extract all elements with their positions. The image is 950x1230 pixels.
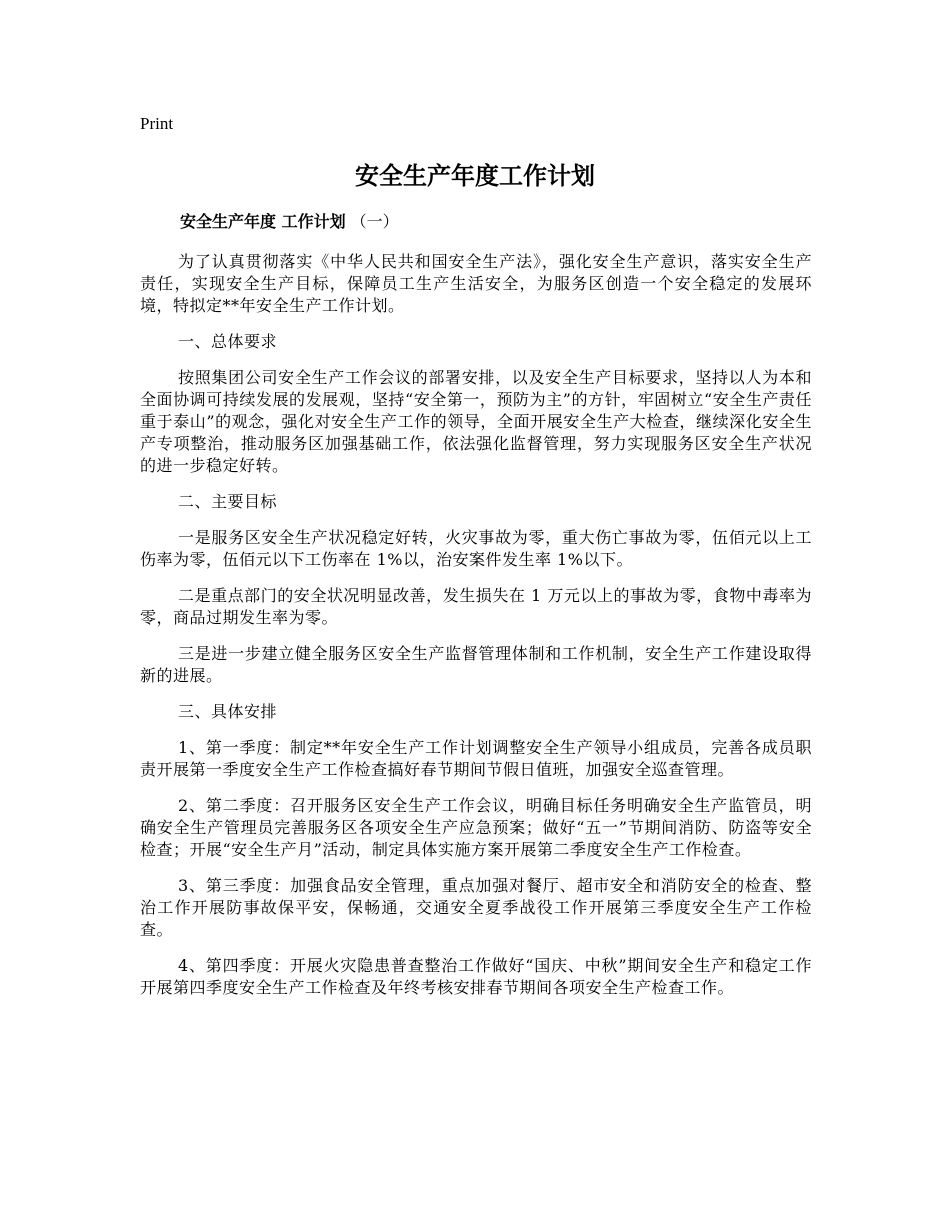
- arrangement-q4: 4、第四季度：开展火灾隐患普查整治工作做好“国庆、中秋”期间安全生产和稳定工作开展第四季度安全生产工作检查及年终考核安排春节期间各项安全生产检查工作。: [140, 956, 812, 997]
- goal-paragraph-1: 一是服务区安全生产状况稳定好转，火灾事故为零，重大伤亡事故为零，伍佰元以上工伤率为零，伍佰元以下工伤率在 1%以，治安案件发生率 1%以下。: [140, 528, 812, 569]
- subtitle-suffix: （一）: [345, 212, 399, 231]
- subtitle-main: 安全生产年度 工作计划: [180, 212, 346, 231]
- goal-paragraph-2: 二是重点部门的安全状况明显改善，发生损失在 1 万元以上的事故为零，食物中毒率为零，商品过期发生率为零。: [140, 586, 812, 627]
- goal-paragraph-3: 三是进一步建立健全服务区安全生产监督管理体制和工作机制，安全生产工作建设取得新的进展。: [140, 644, 812, 685]
- arrangement-q1: 1、第一季度：制定**年安全生产工作计划调整安全生产领导小组成员，完善各成员职责开展第一季度安全生产工作检查搞好春节期间节假日值班，加强安全巡查管理。: [140, 738, 812, 779]
- section-heading-arrangements: 三、具体安排: [178, 702, 278, 721]
- intro-paragraph: 为了认真贯彻落实《中华人民共和国安全生产法》，强化安全生产意识，落实安全生产责任，实现安全生产目标，保障员工生产生活安全，为服务区创造一个安全稳定的发展环境，特拟定**年安全生产工作计划。: [140, 252, 812, 315]
- general-requirements-paragraph: 按照集团公司安全生产工作会议的部署安排，以及安全生产目标要求，坚持以人为本和全面协调可持续发展的发展观，坚持“安全第一，预防为主”的方针，牢固树立“安全生产责任重于泰山”的观念，强化对安全生产工作的领导，全面开展安全生产大检查，继续深化安全生产专项整治，推动服务区加强基础工作，依法强化监督管理，努力实现服务区安全生产状况的进一步稳定好转。: [140, 368, 812, 475]
- subtitle: [140, 210, 812, 234]
- section-heading-main-goals: 二、主要目标: [178, 492, 278, 511]
- arrangement-q2: 2、第二季度：召开服务区安全生产工作会议，明确目标任务明确安全生产监管员，明确安全生产管理员完善服务区各项安全生产应急预案；做好“五一”节期间消防、防盗等安全检查；开展“安全生产月”活动，制定具体实施方案开展第二季度安全生产工作检查。: [140, 796, 812, 859]
- print-link[interactable]: Print: [140, 114, 174, 133]
- document-title: 安全生产年度工作计划: [355, 161, 595, 190]
- arrangement-q3: 3、第三季度：加强食品安全管理，重点加强对餐厅、超市安全和消防安全的检查、整治工作开展防事故保平安，保畅通，交通安全夏季战役工作开展第三季度安全生产工作检查。: [140, 876, 812, 939]
- document-body: [140, 210, 812, 1013]
- section-heading-general-requirements: 一、总体要求: [178, 332, 278, 351]
